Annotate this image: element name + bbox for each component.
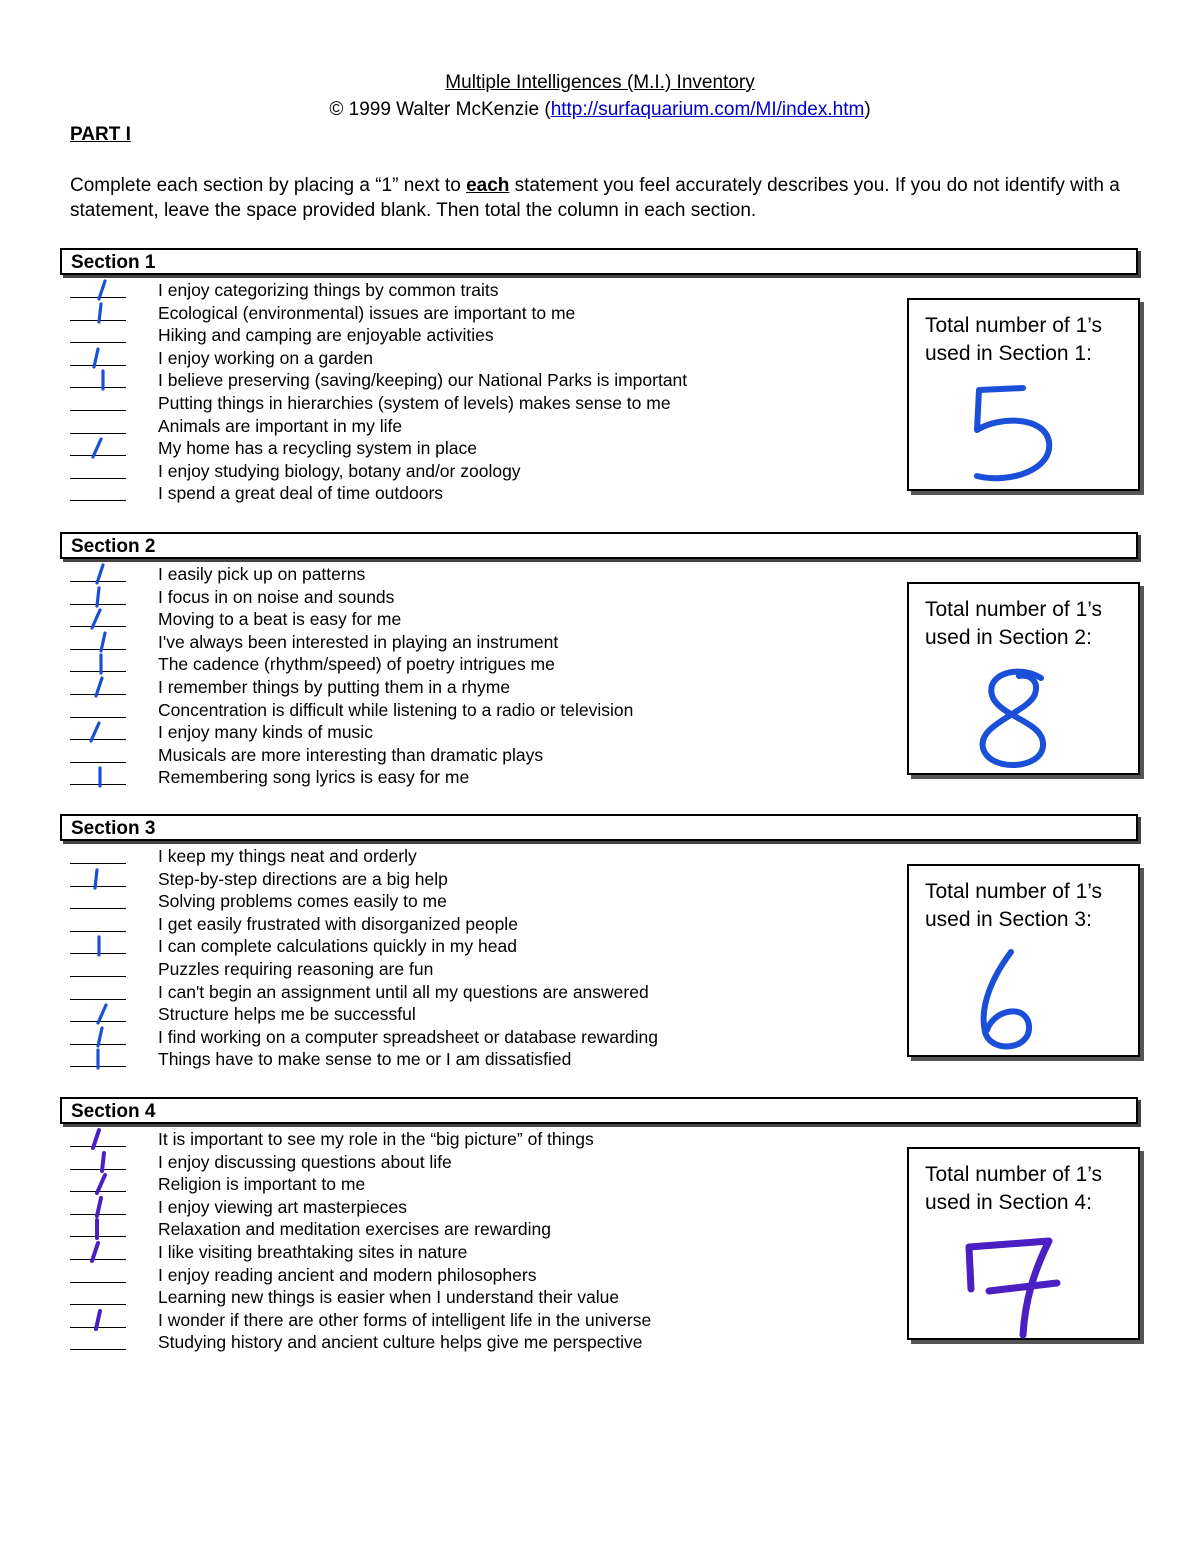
statement-row bbox=[70, 1266, 910, 1288]
handwritten-total bbox=[949, 946, 1099, 1056]
statement-row bbox=[70, 746, 910, 768]
section-header bbox=[60, 248, 1138, 275]
statement-text: I spend a great deal of time outdoors bbox=[158, 483, 444, 504]
statement-text: Remembering song lyrics is easy for me bbox=[158, 767, 470, 788]
copyright-line bbox=[0, 99, 1200, 121]
statement-text: I get easily frustrated with disorganized people bbox=[158, 913, 518, 934]
statement-text: I find working on a computer spreadsheet or database rewarding bbox=[158, 1026, 659, 1047]
instructions-after: statement you feel accurately describes you. If you do not identify with a statement, leave the space provided blank. Then total the column in each section. bbox=[70, 175, 1120, 221]
instructions-emphasis: each bbox=[466, 175, 510, 196]
statement-text: Putting things in hierarchies (system of levels) makes sense to me bbox=[158, 393, 671, 413]
statement-row bbox=[70, 588, 910, 610]
tally-mark-icon bbox=[70, 1042, 130, 1076]
statement-text: Ecological (environmental) issues are important to me bbox=[158, 302, 576, 323]
statement-text: It is important to see my role in the “big picture” of things bbox=[158, 1129, 594, 1149]
statement-text: I enjoy discussing questions about life bbox=[158, 1151, 452, 1172]
statement-text: I remember things by putting them in a rhyme bbox=[158, 677, 511, 697]
tally-mark-icon bbox=[70, 760, 130, 794]
statement-row bbox=[70, 1288, 910, 1310]
section-title: Section 4 bbox=[71, 1101, 156, 1122]
statement-row bbox=[70, 633, 910, 655]
tally-mark-icon bbox=[70, 1235, 130, 1269]
document-title: Multiple Intelligences (M.I.) Inventory bbox=[445, 72, 755, 93]
statement-row bbox=[70, 960, 910, 982]
statement-row bbox=[70, 723, 910, 745]
statement-text: Animals are important in my life bbox=[158, 415, 403, 436]
statement-text: I've always been interested in playing an instrument bbox=[158, 631, 559, 652]
statement-row bbox=[70, 1243, 910, 1265]
section-total-box bbox=[907, 298, 1140, 491]
section-total-box bbox=[907, 582, 1140, 775]
statement-row bbox=[70, 870, 910, 892]
section-header bbox=[60, 1097, 1138, 1124]
statement-text: The cadence (rhythm/speed) of poetry intrigues me bbox=[158, 654, 555, 675]
statement-text: Learning new things is easier when I understand their value bbox=[158, 1287, 620, 1308]
statement-row bbox=[70, 1220, 910, 1242]
statement-row bbox=[70, 892, 910, 914]
statement-text: I wonder if there are other forms of intelligent life in the universe bbox=[158, 1309, 652, 1330]
statement-row bbox=[70, 983, 910, 1005]
statement-row bbox=[70, 349, 910, 371]
statement-text: I enjoy many kinds of music bbox=[158, 722, 373, 743]
copyright-suffix: ) bbox=[864, 99, 871, 120]
answer-blank[interactable] bbox=[70, 410, 126, 411]
statement-text: Musicals are more interesting than dramatic plays bbox=[158, 744, 544, 765]
section-title: Section 3 bbox=[71, 818, 156, 839]
tally-mark-icon bbox=[70, 862, 130, 896]
statement-text: I believe preserving (saving/keeping) our National Parks is important bbox=[158, 370, 688, 391]
statement-row bbox=[70, 462, 910, 484]
statement-text: I enjoy categorizing things by common traits bbox=[158, 280, 499, 300]
tally-mark-icon bbox=[70, 1303, 130, 1337]
statement-text: Studying history and ancient culture helps give me perspective bbox=[158, 1332, 643, 1353]
part-label: PART I bbox=[70, 124, 131, 145]
statement-row bbox=[70, 847, 910, 869]
handwritten-total bbox=[949, 664, 1099, 774]
instructions-before: Complete each section by placing a “1” next to bbox=[70, 175, 467, 196]
total-label: Total number of 1’s used in Section 3: bbox=[925, 880, 1103, 931]
statement-text: I enjoy working on a garden bbox=[158, 347, 373, 368]
statement-text: My home has a recycling system in place bbox=[158, 438, 478, 459]
handwritten-total bbox=[949, 1229, 1099, 1339]
statement-text: I easily pick up on patterns bbox=[158, 564, 366, 584]
statement-text: Puzzles requiring reasoning are fun bbox=[158, 959, 434, 979]
statement-text: Things have to make sense to me or I am dissatisfied bbox=[158, 1049, 572, 1070]
statement-text: I can complete calculations quickly in my head bbox=[158, 936, 517, 957]
statement-row bbox=[70, 417, 910, 439]
statement-row bbox=[70, 1028, 910, 1050]
statement-row bbox=[70, 371, 910, 393]
section-title: Section 2 bbox=[71, 536, 156, 557]
statement-row bbox=[70, 1153, 910, 1175]
copyright-prefix: © 1999 Walter McKenzie ( bbox=[329, 99, 551, 120]
statement-text: Step-by-step directions are a big help bbox=[158, 868, 448, 889]
tally-mark-icon bbox=[70, 431, 130, 465]
instructions bbox=[70, 173, 1145, 223]
tally-mark-icon bbox=[70, 715, 130, 749]
section-header bbox=[60, 814, 1138, 841]
section-total-box bbox=[907, 1147, 1140, 1340]
statement-row bbox=[70, 701, 910, 723]
statement-row bbox=[70, 304, 910, 326]
statement-row bbox=[70, 937, 910, 959]
tally-mark-icon bbox=[70, 296, 130, 330]
answer-blank[interactable] bbox=[70, 500, 126, 501]
statement-row bbox=[70, 1333, 910, 1355]
statement-text: I enjoy reading ancient and modern philosophers bbox=[158, 1264, 537, 1285]
answer-blank[interactable] bbox=[70, 976, 126, 977]
answer-blank[interactable] bbox=[70, 1349, 126, 1350]
statement-text: I can't begin an assignment until all my questions are answered bbox=[158, 981, 649, 1002]
statement-row bbox=[70, 281, 910, 303]
statement-text: I keep my things neat and orderly bbox=[158, 846, 417, 866]
section-total-box bbox=[907, 864, 1140, 1057]
tally-mark-icon bbox=[70, 670, 130, 704]
statement-row bbox=[70, 610, 910, 632]
statement-row bbox=[70, 1198, 910, 1220]
statement-text: Solving problems comes easily to me bbox=[158, 891, 447, 912]
statement-row bbox=[70, 484, 910, 506]
statement-row bbox=[70, 1050, 910, 1072]
statement-row bbox=[70, 394, 910, 416]
section-title: Section 1 bbox=[71, 252, 156, 273]
answer-blank[interactable] bbox=[70, 1282, 126, 1283]
answer-blank[interactable] bbox=[70, 908, 126, 909]
statement-text: Relaxation and meditation exercises are rewarding bbox=[158, 1219, 551, 1240]
statement-text: I like visiting breathtaking sites in nature bbox=[158, 1242, 468, 1262]
statement-text: I enjoy studying biology, botany and/or zoology bbox=[158, 460, 521, 481]
statement-row bbox=[70, 1175, 910, 1197]
statement-text: Moving to a beat is easy for me bbox=[158, 609, 402, 630]
tally-mark-icon bbox=[70, 929, 130, 963]
statement-row bbox=[70, 915, 910, 937]
statement-row bbox=[70, 565, 910, 587]
statement-row bbox=[70, 1005, 910, 1027]
total-label: Total number of 1’s used in Section 1: bbox=[925, 314, 1103, 365]
handwritten-total bbox=[949, 380, 1099, 490]
statement-row bbox=[70, 678, 910, 700]
statement-row bbox=[70, 655, 910, 677]
source-link[interactable]: http://surfaquarium.com/MI/index.htm bbox=[550, 99, 865, 120]
tally-mark-icon bbox=[70, 363, 130, 397]
statement-text: Hiking and camping are enjoyable activities bbox=[158, 325, 494, 346]
statement-text: Structure helps me be successful bbox=[158, 1004, 416, 1025]
section-header bbox=[60, 532, 1138, 559]
total-label: Total number of 1’s used in Section 4: bbox=[925, 1163, 1103, 1214]
statement-text: I focus in on noise and sounds bbox=[158, 586, 395, 607]
statement-row bbox=[70, 768, 910, 790]
statement-text: I enjoy viewing art masterpieces bbox=[158, 1196, 407, 1217]
statement-text: Concentration is difficult while listening to a radio or television bbox=[158, 699, 634, 720]
total-label: Total number of 1’s used in Section 2: bbox=[925, 598, 1103, 649]
answer-blank[interactable] bbox=[70, 478, 126, 479]
statement-text: Religion is important to me bbox=[158, 1174, 366, 1195]
statement-row bbox=[70, 326, 910, 348]
statement-row bbox=[70, 1311, 910, 1333]
statement-row bbox=[70, 439, 910, 461]
statement-row bbox=[70, 1130, 910, 1152]
